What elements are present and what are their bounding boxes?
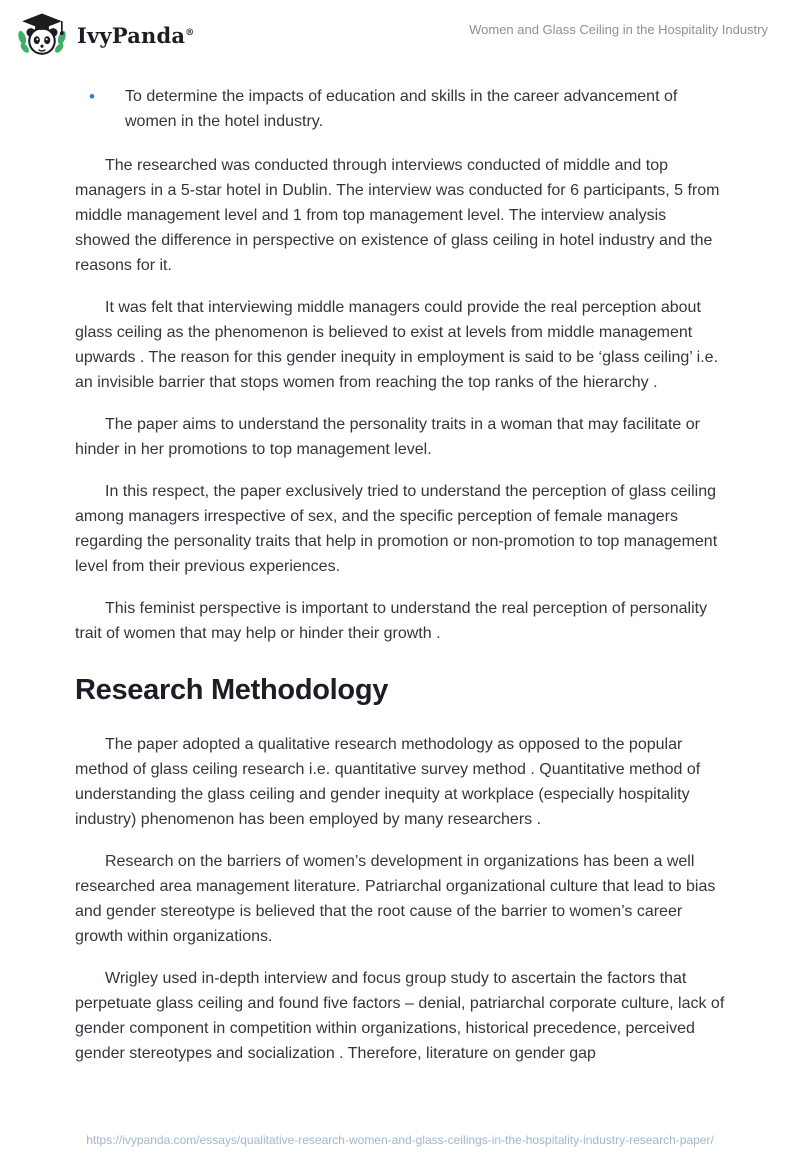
footer-url[interactable]: https://ivypanda.com/essays/qualitative-research-women-and-glass-ceilings-in-the-hospitality-industry-research-paper/ — [86, 1133, 714, 1147]
paragraph: Wrigley used in-depth interview and focus group study to ascertain the factors that perpetuate glass ceiling and found five factors – denial, patriarchal corporate culture, lack of gender component in competition within organizations, historical precedence, perceived gender stereotypes and socialization . Therefore, literature on gender gap — [75, 970, 725, 1062]
page-title: Women and Glass Ceiling in the Hospitality Industry — [469, 22, 768, 37]
paragraph: It was felt that interviewing middle managers could provide the real perception about glass ceiling as the phenomenon is believed to exist at levels from middle management upwards . The reason for this gender inequity in employment is said to be ‘glass ceiling’ i.e. an invisible barrier that stops women from reaching the top ranks of the hierarchy . — [75, 299, 719, 391]
bullet-icon: • — [89, 87, 95, 106]
paragraph: In this respect, the paper exclusively tried to understand the perception of glass ceiling among managers irrespective of sex, and the specific perception of female managers regarding the personality traits that help in promotion or non-promotion to top management level from their previous experiences. — [75, 483, 718, 575]
brand-home-link[interactable] — [16, 10, 194, 60]
brand-name: IvyPanda® — [77, 22, 195, 48]
list-item — [75, 84, 725, 134]
ivypanda-logo-icon — [16, 10, 68, 60]
list-item-text: To determine the impacts of education and skills in the career advancement of women in the hotel industry. — [125, 88, 678, 130]
document-body — [0, 60, 800, 1066]
paragraph: The paper aims to understand the personality traits in a woman that may facilitate or hinder in her promotions to top management level. — [75, 416, 700, 458]
paragraph: The researched was conducted through interviews conducted of middle and top managers in a 5-star hotel in Dublin. The interview was conducted for 6 participants, 5 from middle management level and 1 from top management level. The interview analysis showed the difference in perspective on existence of glass ceiling in hotel industry and the reasons for it. — [75, 157, 720, 274]
header — [0, 0, 800, 60]
section-heading: Research Methodology — [75, 674, 389, 706]
footer — [0, 1131, 800, 1149]
paragraph: The paper adopted a qualitative research methodology as opposed to the popular method of glass ceiling research i.e. quantitative survey method . Quantitative method of understanding the glass ceiling and gender inequity at workplace (especially hospitality industry) phenomenon has been employed by many researchers . — [75, 736, 701, 828]
paragraph: Research on the barriers of women’s development in organizations has been a well researched area management literature. Patriarchal organizational culture that lead to bias and gender stereotype is believed that the root cause of the barrier to women’s career growth within organizations. — [75, 853, 716, 945]
paragraph: This feminist perspective is important to understand the real perception of personality trait of women that may help or hinder their growth . — [75, 600, 708, 642]
